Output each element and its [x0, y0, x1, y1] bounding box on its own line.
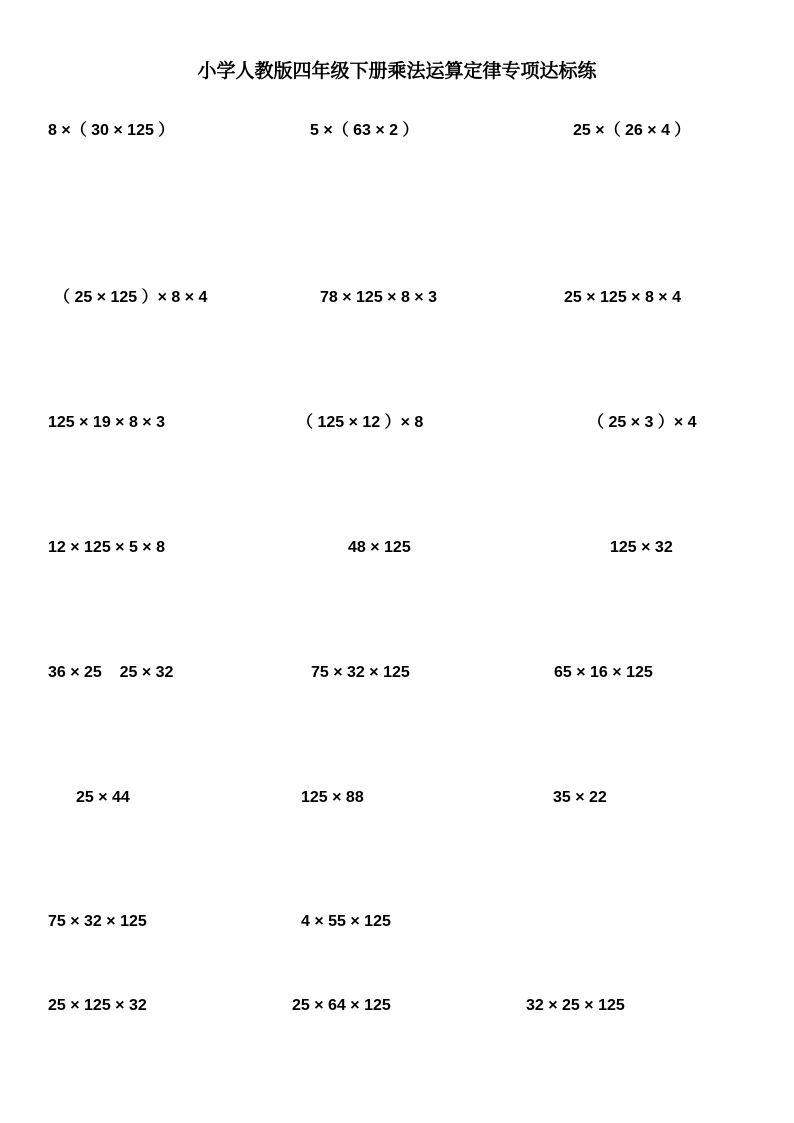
problem-2-3: 25 × 125 × 8 × 4	[564, 289, 681, 306]
problem-8-2: 25 × 64 × 125	[292, 997, 391, 1014]
problem-5-2: 75 × 32 × 125	[311, 664, 410, 681]
problem-5-1: 36 × 25 25 × 32	[48, 664, 174, 681]
problem-1-2: 5 ×（ 63 × 2 ）	[310, 122, 419, 139]
problem-1-3: 25 ×（ 26 × 4 ）	[573, 122, 691, 139]
problem-4-3: 125 × 32	[610, 539, 673, 556]
problem-1-1: 8 ×（ 30 × 125 ）	[48, 122, 175, 139]
problem-7-1: 75 × 32 × 125	[48, 913, 147, 930]
problem-5-3: 65 × 16 × 125	[554, 664, 653, 681]
problem-8-3: 32 × 25 × 125	[526, 997, 625, 1014]
problem-2-1: （ 25 × 125 ）× 8 × 4	[54, 289, 208, 306]
problem-4-1: 12 × 125 × 5 × 8	[48, 539, 165, 556]
problem-6-2: 125 × 88	[301, 789, 364, 806]
problem-7-2: 4 × 55 × 125	[301, 913, 391, 930]
problem-3-1: 125 × 19 × 8 × 3	[48, 414, 165, 431]
problem-6-1: 25 × 44	[76, 789, 130, 806]
worksheet-title: 小学人教版四年级下册乘法运算定律专项达标练	[197, 60, 597, 82]
problem-4-2: 48 × 125	[348, 539, 411, 556]
problem-2-2: 78 × 125 × 8 × 3	[320, 289, 437, 306]
problem-6-3: 35 × 22	[553, 789, 607, 806]
problem-8-1: 25 × 125 × 32	[48, 997, 147, 1014]
problem-3-2: （ 125 × 12 ）× 8	[297, 414, 424, 431]
problem-3-3: （ 25 × 3 ）× 4	[588, 414, 697, 431]
